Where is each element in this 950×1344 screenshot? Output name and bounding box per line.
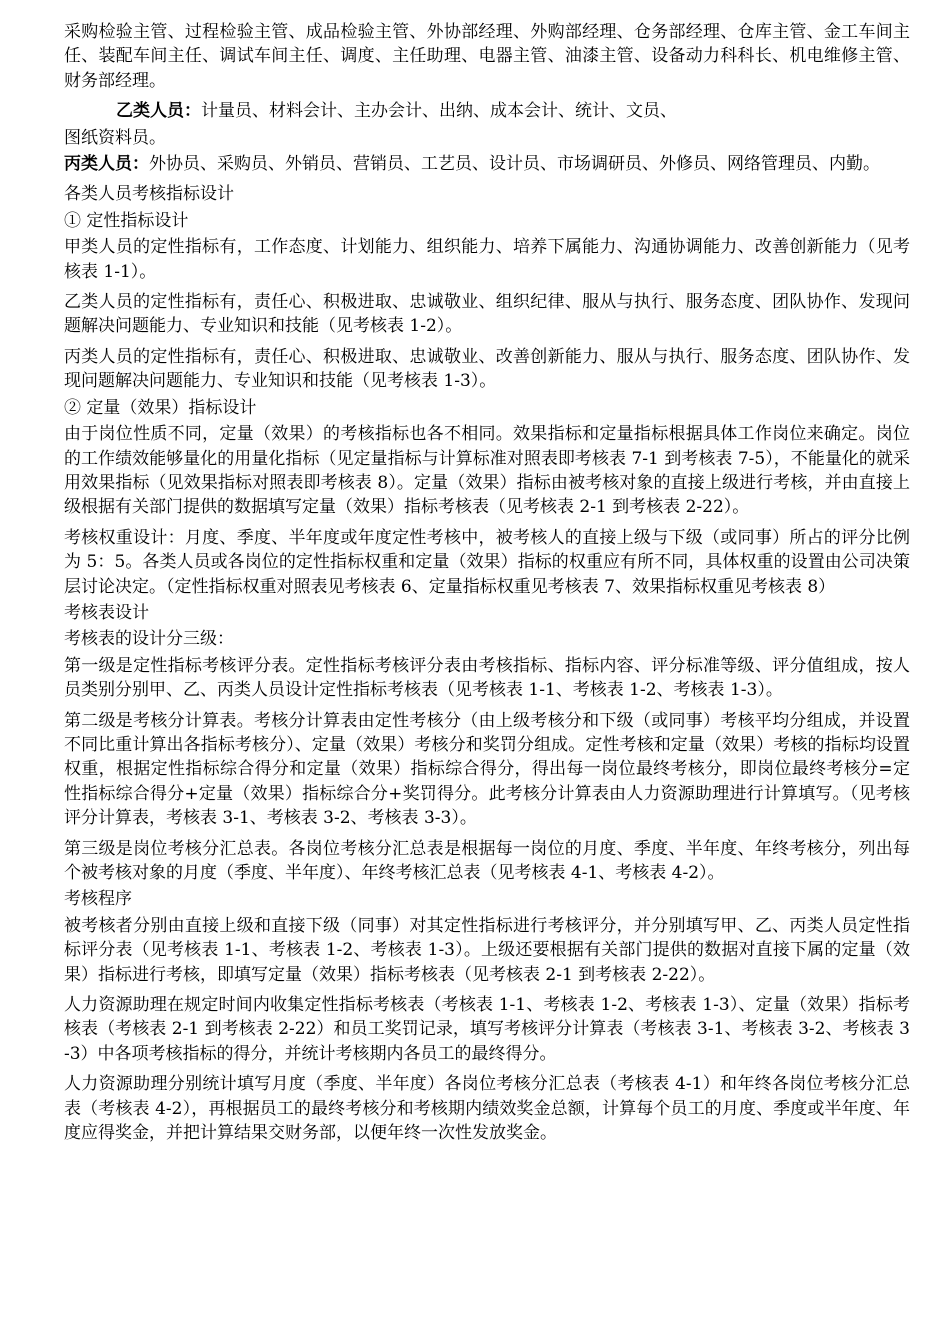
section-heading-indicator-design: 各类人员考核指标设计 xyxy=(64,184,234,205)
paragraph-positions-continued: 采购检验主管、过程检验主管、成品检验主管、外协部经理、外购部经理、仓务部经理、仓库主管、金工车间主任、装配车间主任、调试车间主任、调度、主任助理、电器主管、油漆主管、设备动力科科长、机电维修主管、财务部经理。 xyxy=(64,22,910,91)
paragraph-class-c-staff xyxy=(64,152,910,176)
paragraph-class-b-staff xyxy=(64,99,910,123)
class-b-label: 乙类人员： xyxy=(116,101,201,122)
document-page xyxy=(64,20,910,1147)
paragraph-class-a-qualitative: 甲类人员的定性指标有，工作态度、计划能力、组织能力、培养下属能力、沟通协调能力、改善创新能力（见考核表 1-1）。 xyxy=(64,237,910,282)
paragraph-quantitative-description: 由于岗位性质不同，定量（效果）的考核指标也各不相同。效果指标和定量指标根据具体工作岗位来确定。岗位的工作绩效能够量化的用量化指标（见定量指标与计算标准对照表即考核表 7-1 到考核表 7-5），不能量化的就采用效果指标（见效果指标对照表即考核表 8）。定量（效果）指标由被考核对象的直接上级进行考核，并由直接上级根据有关部门提供的数据填写定量（效果）指标考核表（见考核表 2-1 到考核表 2-22）。 xyxy=(64,424,910,518)
paragraph-class-c-qualitative: 丙类人员的定性指标有，责任心、积极进取、忠诚敬业、改善创新能力、服从与执行、服务态度、团队协作、发现问题解决问题能力、专业知识和技能（见考核表 1-3）。 xyxy=(64,346,910,392)
paragraph-class-b-continued: 图纸资料员。 xyxy=(64,127,166,148)
section-heading-procedure: 考核程序 xyxy=(64,889,132,910)
class-c-label: 丙类人员： xyxy=(64,154,149,175)
paragraph-weight-design: 考核权重设计：月度、季度、半年度或年度定性考核中，被考核人的直接上级与下级（或同事）所占的评分比例为 5：5。各类人员或各岗位的定性指标权重和定量（效果）指标的权重应有所不同，具体权重的设置由公司决策层讨论决定。（定性指标权重对照表见考核表 6、定量指标权重见考核表 7、效果指标权重见考核表 8） xyxy=(64,527,910,597)
subheading-quantitative-indicators: ② 定量（效果）指标设计 xyxy=(64,397,257,418)
paragraph-class-b-qualitative: 乙类人员的定性指标有，责任心、积极进取、忠诚敬业、组织纪律、服从与执行、服务态度、团队协作、发现问题解决问题能力、专业知识和技能（见考核表 1-2）。 xyxy=(64,292,910,337)
class-b-text: 计量员、材料会计、主办会计、出纳、成本会计、统计、文员、 xyxy=(201,101,677,122)
paragraph-form-levels: 考核表的设计分三级： xyxy=(64,629,234,650)
paragraph-level-one: 第一级是定性指标考核评分表。定性指标考核评分表由考核指标、指标内容、评分标准等级、评分值组成，按人员类别分别甲、乙、丙类人员设计定性指标考核表（见考核表 1-1、考核表 1-2、考核表 1-3）。 xyxy=(64,655,910,701)
paragraph-procedure-step-three: 人力资源助理分别统计填写月度（季度、半年度）各岗位考核分汇总表（考核表 4-1）和年终各岗位考核分汇总表（考核表 4-2），再根据员工的最终考核分和考核期内绩效奖金总额，计算每个员工的月度、季度或半年度、年度应得奖金，并把计算结果交财务部，以便年终一次性发放奖金。 xyxy=(64,1074,910,1144)
paragraph-level-three: 第三级是岗位考核分汇总表。各岗位考核分汇总表是根据每一岗位的月度、季度、半年度、年终考核分，列出每个被考核对象的月度（季度、半年度）、年终考核汇总表（见考核表 4-1、考核表 4-2）。 xyxy=(64,838,910,883)
paragraph-level-two: 第二级是考核分计算表。考核分计算表由定性考核分（由上级考核分和下级（或同事）考核平均分组成，并设置不同比重计算出各指标考核分）、定量（效果）考核分和奖罚分组成。定性考核和定量（效果）考核的指标均设置权重，根据定性指标综合得分和定量（效果）指标综合得分，得出每一岗位最终考核分，即岗位最终考核分=定性指标综合得分+定量（效果）指标综合分+奖罚得分。此考核分计算表由人力资源助理进行计算填写。（见考核评分计算表，考核表 3-1、考核表 3-2、考核表 3-3）。 xyxy=(64,710,910,829)
subheading-qualitative-indicators: ① 定性指标设计 xyxy=(64,210,189,231)
paragraph-procedure-step-one: 被考核者分别由直接上级和直接下级（同事）对其定性指标进行考核评分，并分别填写甲、乙、丙类人员定性指标评分表（见考核表 1-1、考核表 1-2、考核表 1-3）。上级还要根据有关部门提供的数据对直接下属的定量（效果）指标进行考核，即填写定量（效果）指标考核表（见考核表 2-1 到考核表 2-22）。 xyxy=(64,915,910,985)
section-heading-form-design: 考核表设计 xyxy=(64,602,149,623)
paragraph-procedure-step-two: 人力资源助理在规定时间内收集定性指标考核表（考核表 1-1、考核表 1-2、考核表 1-3）、定量（效果）指标考核表（考核表 2-1 到考核表 2-22）和员工奖罚记录，填写考核评分计算表（考核表 3-1、考核表 3-2、考核表 3-3）中各项考核指标的得分，并统计考核期内各员工的最终得分。 xyxy=(64,995,910,1064)
class-c-text: 外协员、采购员、外销员、营销员、工艺员、设计员、市场调研员、外修员、网络管理员、内勤。 xyxy=(149,154,880,175)
